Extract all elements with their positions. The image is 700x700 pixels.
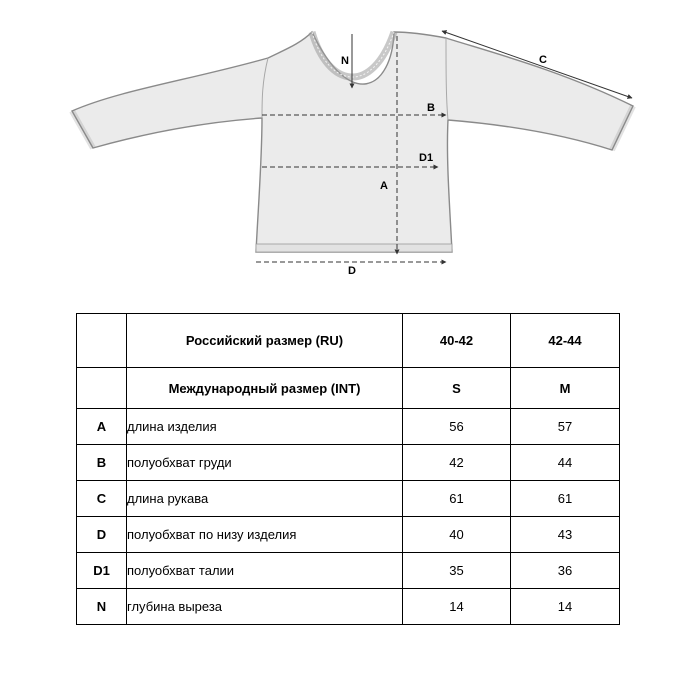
- header-row-ru: [77, 314, 620, 368]
- row-value: 61: [403, 481, 511, 517]
- label-b: B: [427, 102, 435, 114]
- table-row: [77, 409, 620, 445]
- size-chart-table: [76, 313, 620, 625]
- corner-cell: [77, 314, 127, 368]
- row-code: N: [77, 589, 127, 625]
- row-value: 40: [403, 517, 511, 553]
- row-value: 14: [511, 589, 620, 625]
- table-row: [77, 481, 620, 517]
- row-parameter: полуобхват по низу изделия: [127, 517, 403, 553]
- row-parameter: глубина выреза: [127, 589, 403, 625]
- row-value: 35: [403, 553, 511, 589]
- row-value: 57: [511, 409, 620, 445]
- row-value: 44: [511, 445, 620, 481]
- row-value: 36: [511, 553, 620, 589]
- table-row: [77, 553, 620, 589]
- header-ru-size: 40-42: [403, 314, 511, 368]
- row-parameter: полуобхват талии: [127, 553, 403, 589]
- row-value: 61: [511, 481, 620, 517]
- row-parameter: длина рукава: [127, 481, 403, 517]
- row-code: D: [77, 517, 127, 553]
- label-d: D: [348, 265, 356, 277]
- header-ru-size: 42-44: [511, 314, 620, 368]
- label-n: N: [341, 55, 349, 67]
- label-c: C: [539, 54, 547, 66]
- row-code: D1: [77, 553, 127, 589]
- header-int-label: Международный размер (INT): [127, 368, 403, 409]
- table-row: [77, 589, 620, 625]
- table-row: [77, 445, 620, 481]
- label-a: A: [380, 180, 388, 192]
- row-value: 43: [511, 517, 620, 553]
- row-code: B: [77, 445, 127, 481]
- header-ru-label: Российский размер (RU): [127, 314, 403, 368]
- table-row: [77, 517, 620, 553]
- row-value: 14: [403, 589, 511, 625]
- row-code: C: [77, 481, 127, 517]
- row-value: 56: [403, 409, 511, 445]
- corner-cell: [77, 368, 127, 409]
- row-parameter: полуобхват груди: [127, 445, 403, 481]
- label-d1: D1: [419, 152, 434, 164]
- header-row-int: [77, 368, 620, 409]
- row-code: A: [77, 409, 127, 445]
- header-int-size: M: [511, 368, 620, 409]
- header-int-size: S: [403, 368, 511, 409]
- sweater-measurement-diagram: [0, 0, 700, 290]
- row-value: 42: [403, 445, 511, 481]
- row-parameter: длина изделия: [127, 409, 403, 445]
